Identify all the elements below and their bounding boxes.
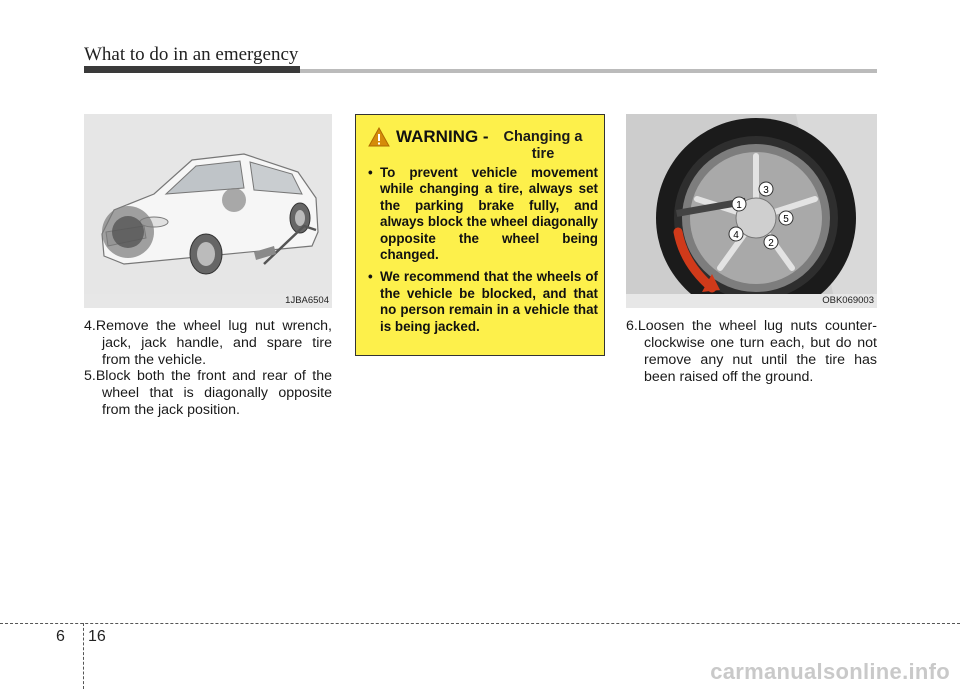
warning-word: WARNING - [396,127,489,146]
car-drawing [84,114,332,308]
step-6: 6.Loosen the wheel lug nuts counter-clockwise one turn each, but do not remove any nut until the tire has been raised off the ground. [626,318,877,385]
figure-code: 1JBA6504 [285,295,329,306]
nut-label-3: 3 [763,185,769,196]
bullet-icon: • [368,269,373,285]
wheel-illustration [626,114,877,308]
warning-list [368,165,598,341]
header-rule-accent [84,66,300,73]
header-title: What to do in an emergency [84,44,299,65]
nut-label-5: 5 [783,214,789,225]
warning-box [355,114,605,356]
watermark: carmanualsonline.info [710,659,950,684]
step-5: 5.Block both the front and rear of the wheel that is diagonally opposite from the jack position. [84,368,332,418]
figure-code: OBK069003 [822,295,874,306]
nut-label-1: 1 [736,200,742,211]
car-illustration [84,114,332,308]
warning-item: • We recommend that the wheels of the vehicle be blocked, and that no person remain in a vehicle that is being jacked. [368,269,598,334]
step-4: 4.Remove the wheel lug nut wrench, jack, jack handle, and spare tire from the vehicle. [84,318,332,368]
nut-label-4: 4 [733,230,739,241]
warning-topic: Changing a tire [503,129,583,162]
section-number: 6 [56,628,65,645]
bullet-icon: • [368,165,373,180]
wheel-drawing [626,114,877,308]
nut-label-2: 2 [768,238,774,249]
footer-divider [83,623,84,689]
warning-triangle-icon [368,127,390,147]
footer-rule [0,623,960,624]
page-number: 16 [88,628,106,645]
warning-item: • To prevent vehicle movement while changing a tire, always set the parking brake fully, and always block the wheel diagonally opposite the wheel being changed. [368,165,598,263]
